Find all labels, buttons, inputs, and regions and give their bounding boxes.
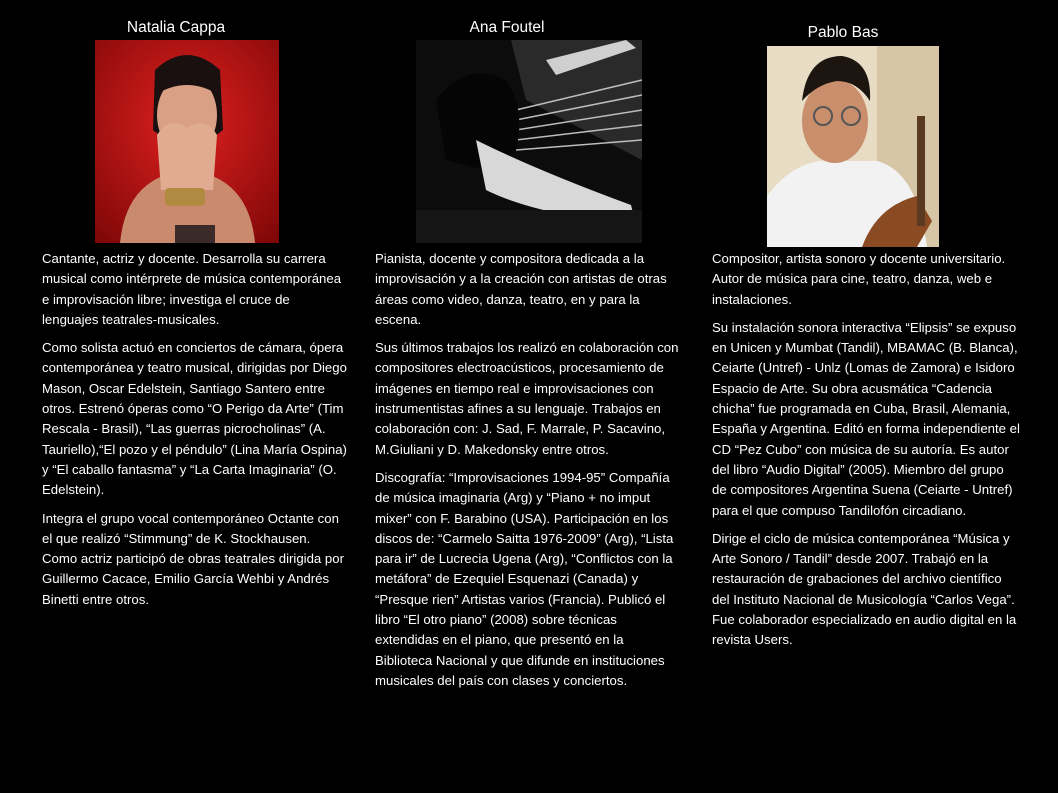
name-natalia-cappa: Natalia Cappa <box>126 19 226 36</box>
photo-natalia-cappa <box>95 40 279 243</box>
bio-paragraph: Como solista actuó en conciertos de cámara, ópera contemporánea y teatro musical, dirigidas por Diego Mason, Oscar Edelstein, Santiago Santero entre otros. Estrenó óperas como “O Perigo da Arte” (Tim Rescala - Brasil), “Las guerras picrocholinas” (A. Tauriello),“El pozo y el péndulo” (Lina María Ospina) y “El caballo fantasma” y “La Carta Imaginaria” (O. Edelstein). <box>42 340 347 498</box>
bio-paragraph: Integra el grupo vocal contemporáneo Octante con el que realizó “Stimmung” de K. Stockhausen. Como actriz participó de obras teatrales dirigida por Guillermo Cacace, Emilio García Wehbi y Andrés Binetti entre otros. <box>42 510 344 607</box>
bio-paragraph: Pianista, docente y compositora dedicada a la improvisación y a la creación con artistas de otras áreas como video, danza, teatro, en y para la escena. <box>375 251 667 327</box>
bio-paragraph: Compositor, artista sonoro y docente universitario. Autor de música para cine, teatro, danza, web e instalaciones. <box>712 251 1006 307</box>
bio-ana-foutel <box>375 249 680 699</box>
photo-ana-foutel <box>416 40 642 243</box>
bio-natalia-cappa <box>42 249 347 618</box>
bio-paragraph: Discografía: “Improvisaciones 1994-95” Compañía de música imaginaria (Arg) y “Piano + no imput mixer” con F. Barabino (USA). Participación en los discos de: “Carmelo Saitta 1976-2009” (Arg), “Lista para ir” de Lucrecia Ugena (Arg), “Conflictos con la metáfora” de Ezequiel Esquenazi (Canada) y “Presque rien” Artistas varios (Francia). Publicó el libro “El otro piano” (2008) sobre técnicas extendidas en el piano, que presentó en la Biblioteca Nacional y que difunde en instituciones musicales del país con clases y conciertos. <box>375 469 674 688</box>
bio-paragraph: Su instalación sonora interactiva “Elipsis” se expuso en Unicen y Mumbat (Tandil), MBAMAC (B. Blanca), Ceiarte (Untref) - Unlz (Lomas de Zamora) e Isidoro Espacio de Arte. Su obra acusmática “Cadencia chicha” fue programada en Cuba, Brasil, Alemania, España y Argentina. Editó en forma independiente el CD “Pez Cubo” con música de su autoría. Es autor del libro “Audio Digital” (2005). Miembro del grupo de compositores Argentina Suena (Ceiarte - Untref) para el que compuso Tandilofón circadiano. <box>712 319 1020 518</box>
bio-pablo-bas <box>712 249 1020 659</box>
name-pablo-bas: Pablo Bas <box>807 24 879 41</box>
photo-pablo-bas <box>767 46 939 247</box>
bio-paragraph: Dirige el ciclo de música contemporánea “Música y Arte Sonoro / Tandil” desde 2007. Trabajó en la restauración de grabaciones del archivo científico del Instituto Nacional de Musicología “Carlos Vega”. Fue colaborador especializado en audio digital en la revista Users. <box>712 530 1017 648</box>
name-ana-foutel: Ana Foutel <box>469 19 545 36</box>
bio-paragraph: Cantante, actriz y docente. Desarrolla su carrera musical como intérprete de música contemporánea e improvisación libre; investiga el cruce de lenguajes teatrales-musicales. <box>42 251 342 327</box>
bio-paragraph: Sus últimos trabajos los realizó en colaboración con compositores electroacústicos, procesamiento de imágenes en tiempo real e improvisaciones con instrumentistas afines a su lenguaje. Trabajos en colaboración con: J. Sad, F. Marrale, P. Sacavino, M.Giuliani y D. Makedonsky entre otros. <box>375 340 679 457</box>
